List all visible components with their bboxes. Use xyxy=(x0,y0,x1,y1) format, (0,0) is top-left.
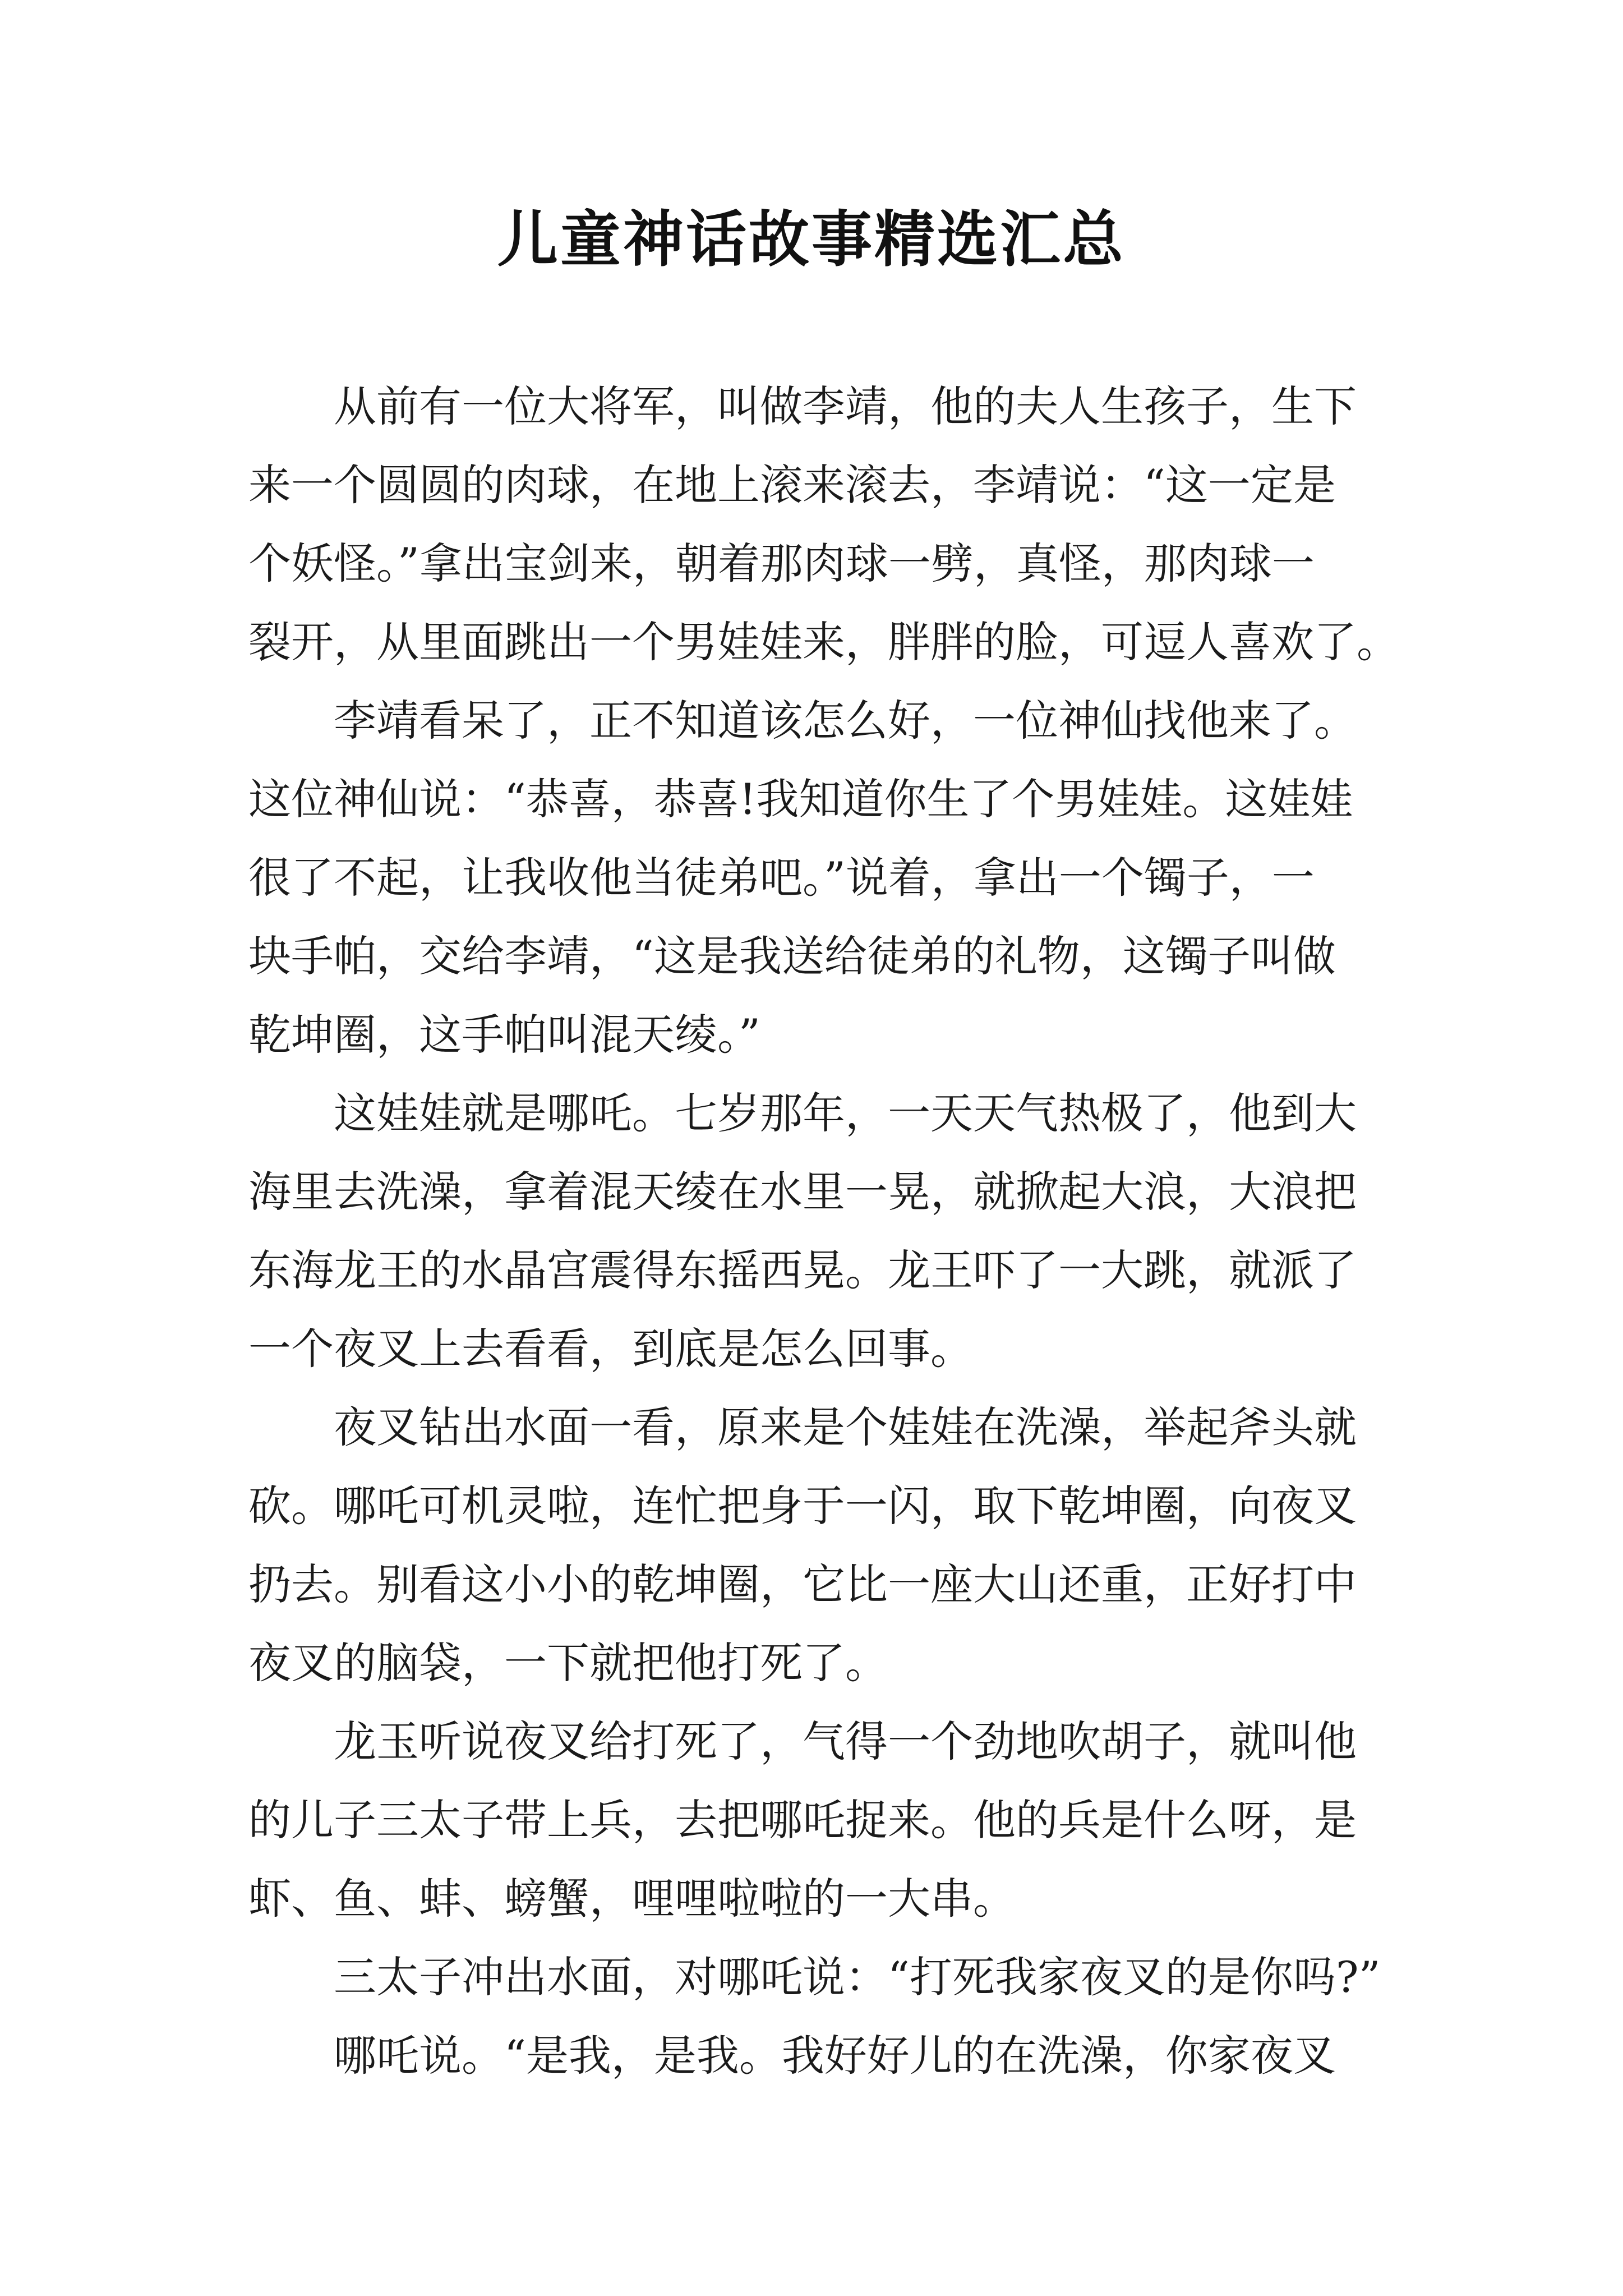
page-title: 儿童神话故事精选汇总 xyxy=(497,205,1126,275)
text-line: 海里去洗澡，拿着混天绫在水里一晃，就掀起大浪，大浪把 xyxy=(248,1167,1357,1217)
text-line: 扔去。别看这小小的乾坤圈，它比一座大山还重，正好打中 xyxy=(248,1559,1357,1609)
text-line: 很了不起，让我收他当徒弟吧。”说着，拿出一个镯子，一 xyxy=(248,853,1315,903)
text-line: 三太子冲出水面，对哪吒说：“打死我家夜叉的是你吗?” xyxy=(334,1952,1381,2002)
paragraph-3 xyxy=(248,1074,1376,1388)
text-line: 夜叉钻出水面一看，原来是个娃娃在洗澡，举起斧头就 xyxy=(334,1402,1357,1452)
document-body xyxy=(248,367,1399,2095)
text-line: 乾坤圈，这手帕叫混天绫。” xyxy=(248,1010,760,1060)
text-line: 虾、鱼、蚌、螃蟹，哩哩啦啦的一大串。 xyxy=(248,1874,1016,1924)
text-line: 这位神仙说：“恭喜，恭喜!我知道你生了个男娃娃。这娃娃 xyxy=(248,774,1353,824)
text-line: 哪吒说。“是我，是我。我好好儿的在洗澡，你家夜叉 xyxy=(334,2031,1336,2081)
paragraph-7 xyxy=(248,2017,1376,2095)
text-line: 裂开，从里面跳出一个男娃娃来，胖胖的脸，可逗人喜欢了。 xyxy=(248,617,1399,667)
text-line: 夜叉的脑袋，一下就把他打死了。 xyxy=(248,1638,888,1688)
text-line: 一个夜叉上去看看，到底是怎么回事。 xyxy=(248,1324,973,1374)
paragraph-4 xyxy=(248,1388,1376,1703)
text-line: 从前有一位大将军，叫做李靖，他的夫人生孩子，生下 xyxy=(334,381,1357,431)
paragraph-5 xyxy=(248,1703,1376,1938)
text-line: 龙玉听说夜叉给打死了，气得一个劲地吹胡子，就叫他 xyxy=(334,1717,1357,1766)
text-line: 来一个圆圆的肉球，在地上滚来滚去，李靖说：“这一定是 xyxy=(248,460,1336,510)
paragraph-6 xyxy=(248,1938,1381,2017)
text-line: 的儿子三太子带上兵，去把哪吒捉来。他的兵是什么呀，是 xyxy=(248,1795,1357,1845)
text-line: 李靖看呆了，正不知道该怎么好，一位神仙找他来了。 xyxy=(334,696,1357,746)
paragraph-2 xyxy=(248,682,1376,1074)
paragraph-1 xyxy=(248,367,1399,682)
text-line: 个妖怪。”拿出宝剑来，朝着那肉球一劈，真怪，那肉球一 xyxy=(248,539,1315,588)
text-line: 砍。哪吒可机灵啦，连忙把身于一闪，取下乾坤圈，向夜叉 xyxy=(248,1481,1357,1531)
text-line: 块手帕，交给李靖，“这是我送给徒弟的礼物，这镯子叫做 xyxy=(248,931,1336,981)
text-line: 这娃娃就是哪吒。七岁那年，一天天气热极了，他到大 xyxy=(334,1088,1357,1138)
text-line: 东海龙王的水晶宫震得东摇西晃。龙王吓了一大跳，就派了 xyxy=(248,1245,1357,1295)
